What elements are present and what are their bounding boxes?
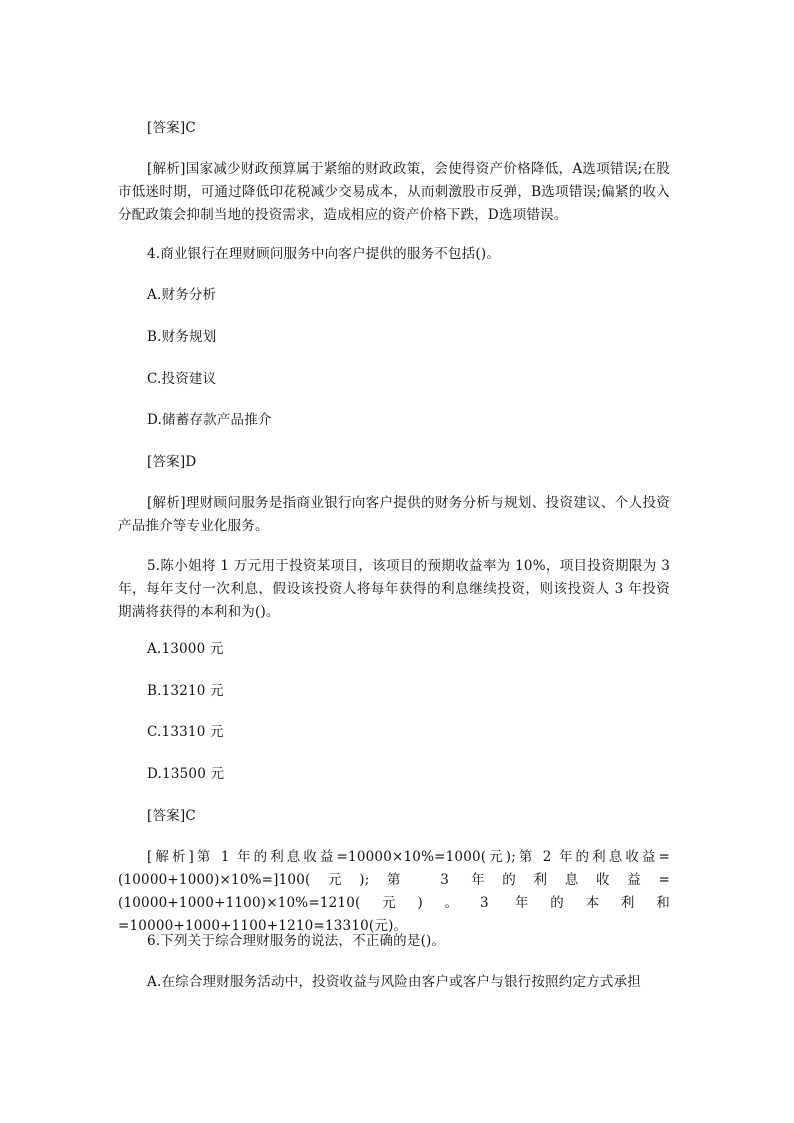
question-6: 6.下列关于综合理财服务的说法，不正确的是()。 <box>147 933 446 949</box>
q5-option-d: D.13500 元 <box>147 766 225 782</box>
question-4: 4.商业银行在理财顾问服务中向客户提供的服务不包括()。 <box>147 246 501 262</box>
question-5: 5.陈小姐将 1 万元用于投资某项目，该项目的预期收益率为 10%，项目投资期限为 3 年，每年支付一次利息，假设该投资人将每年获得的利息继续投资，则该投资人 3 年投资期满将获得的本利和为()。 <box>118 558 670 620</box>
answer-q4: [答案]D <box>147 454 197 470</box>
answer-q3: [答案]C <box>147 120 196 136</box>
q4-option-b: B.财务规划 <box>147 329 217 345</box>
q6-option-a: A.在综合理财服务活动中，投资收益与风险由客户或客户与银行按照约定方式承担 <box>147 974 641 990</box>
analysis-q3: [解析]国家减少财政预算属于紧缩的财政政策，会使得资产价格降低，A选项错误;在股市低迷时期，可通过降低印花税减少交易成本，从而刺激股市反弹，B选项错误;偏紧的收入分配政策会抑制当地的投资需求，造成相应的资产价格下跌，D选项错误。 <box>118 161 670 223</box>
q4-option-d: D.储蓄存款产品推介 <box>147 412 272 428</box>
answer-q5: [答案]C <box>147 808 196 824</box>
q5-option-b: B.13210 元 <box>147 683 224 699</box>
analysis-q4: [解析]理财顾问服务是指商业银行向客户提供的财务分析与规划、投资建议、个人投资产品推介等专业化服务。 <box>118 495 670 534</box>
q5-option-a: A.13000 元 <box>147 641 224 657</box>
q4-option-c: C.投资建议 <box>147 371 217 387</box>
q4-option-a: A.财务分析 <box>147 287 217 303</box>
analysis-q5: [解析]第 1 年的利息收益=10000×10%=1000(元);第 2 年的利息收益=(10000+1000)×10%=]100(元);第 3 年的利息收益=(10000+1000+1100)×10%=1210(元)。3 年的本利和=10000+1000+1100+1210=13310(元)。 <box>118 849 670 934</box>
q5-option-c: C.13310 元 <box>147 724 224 740</box>
